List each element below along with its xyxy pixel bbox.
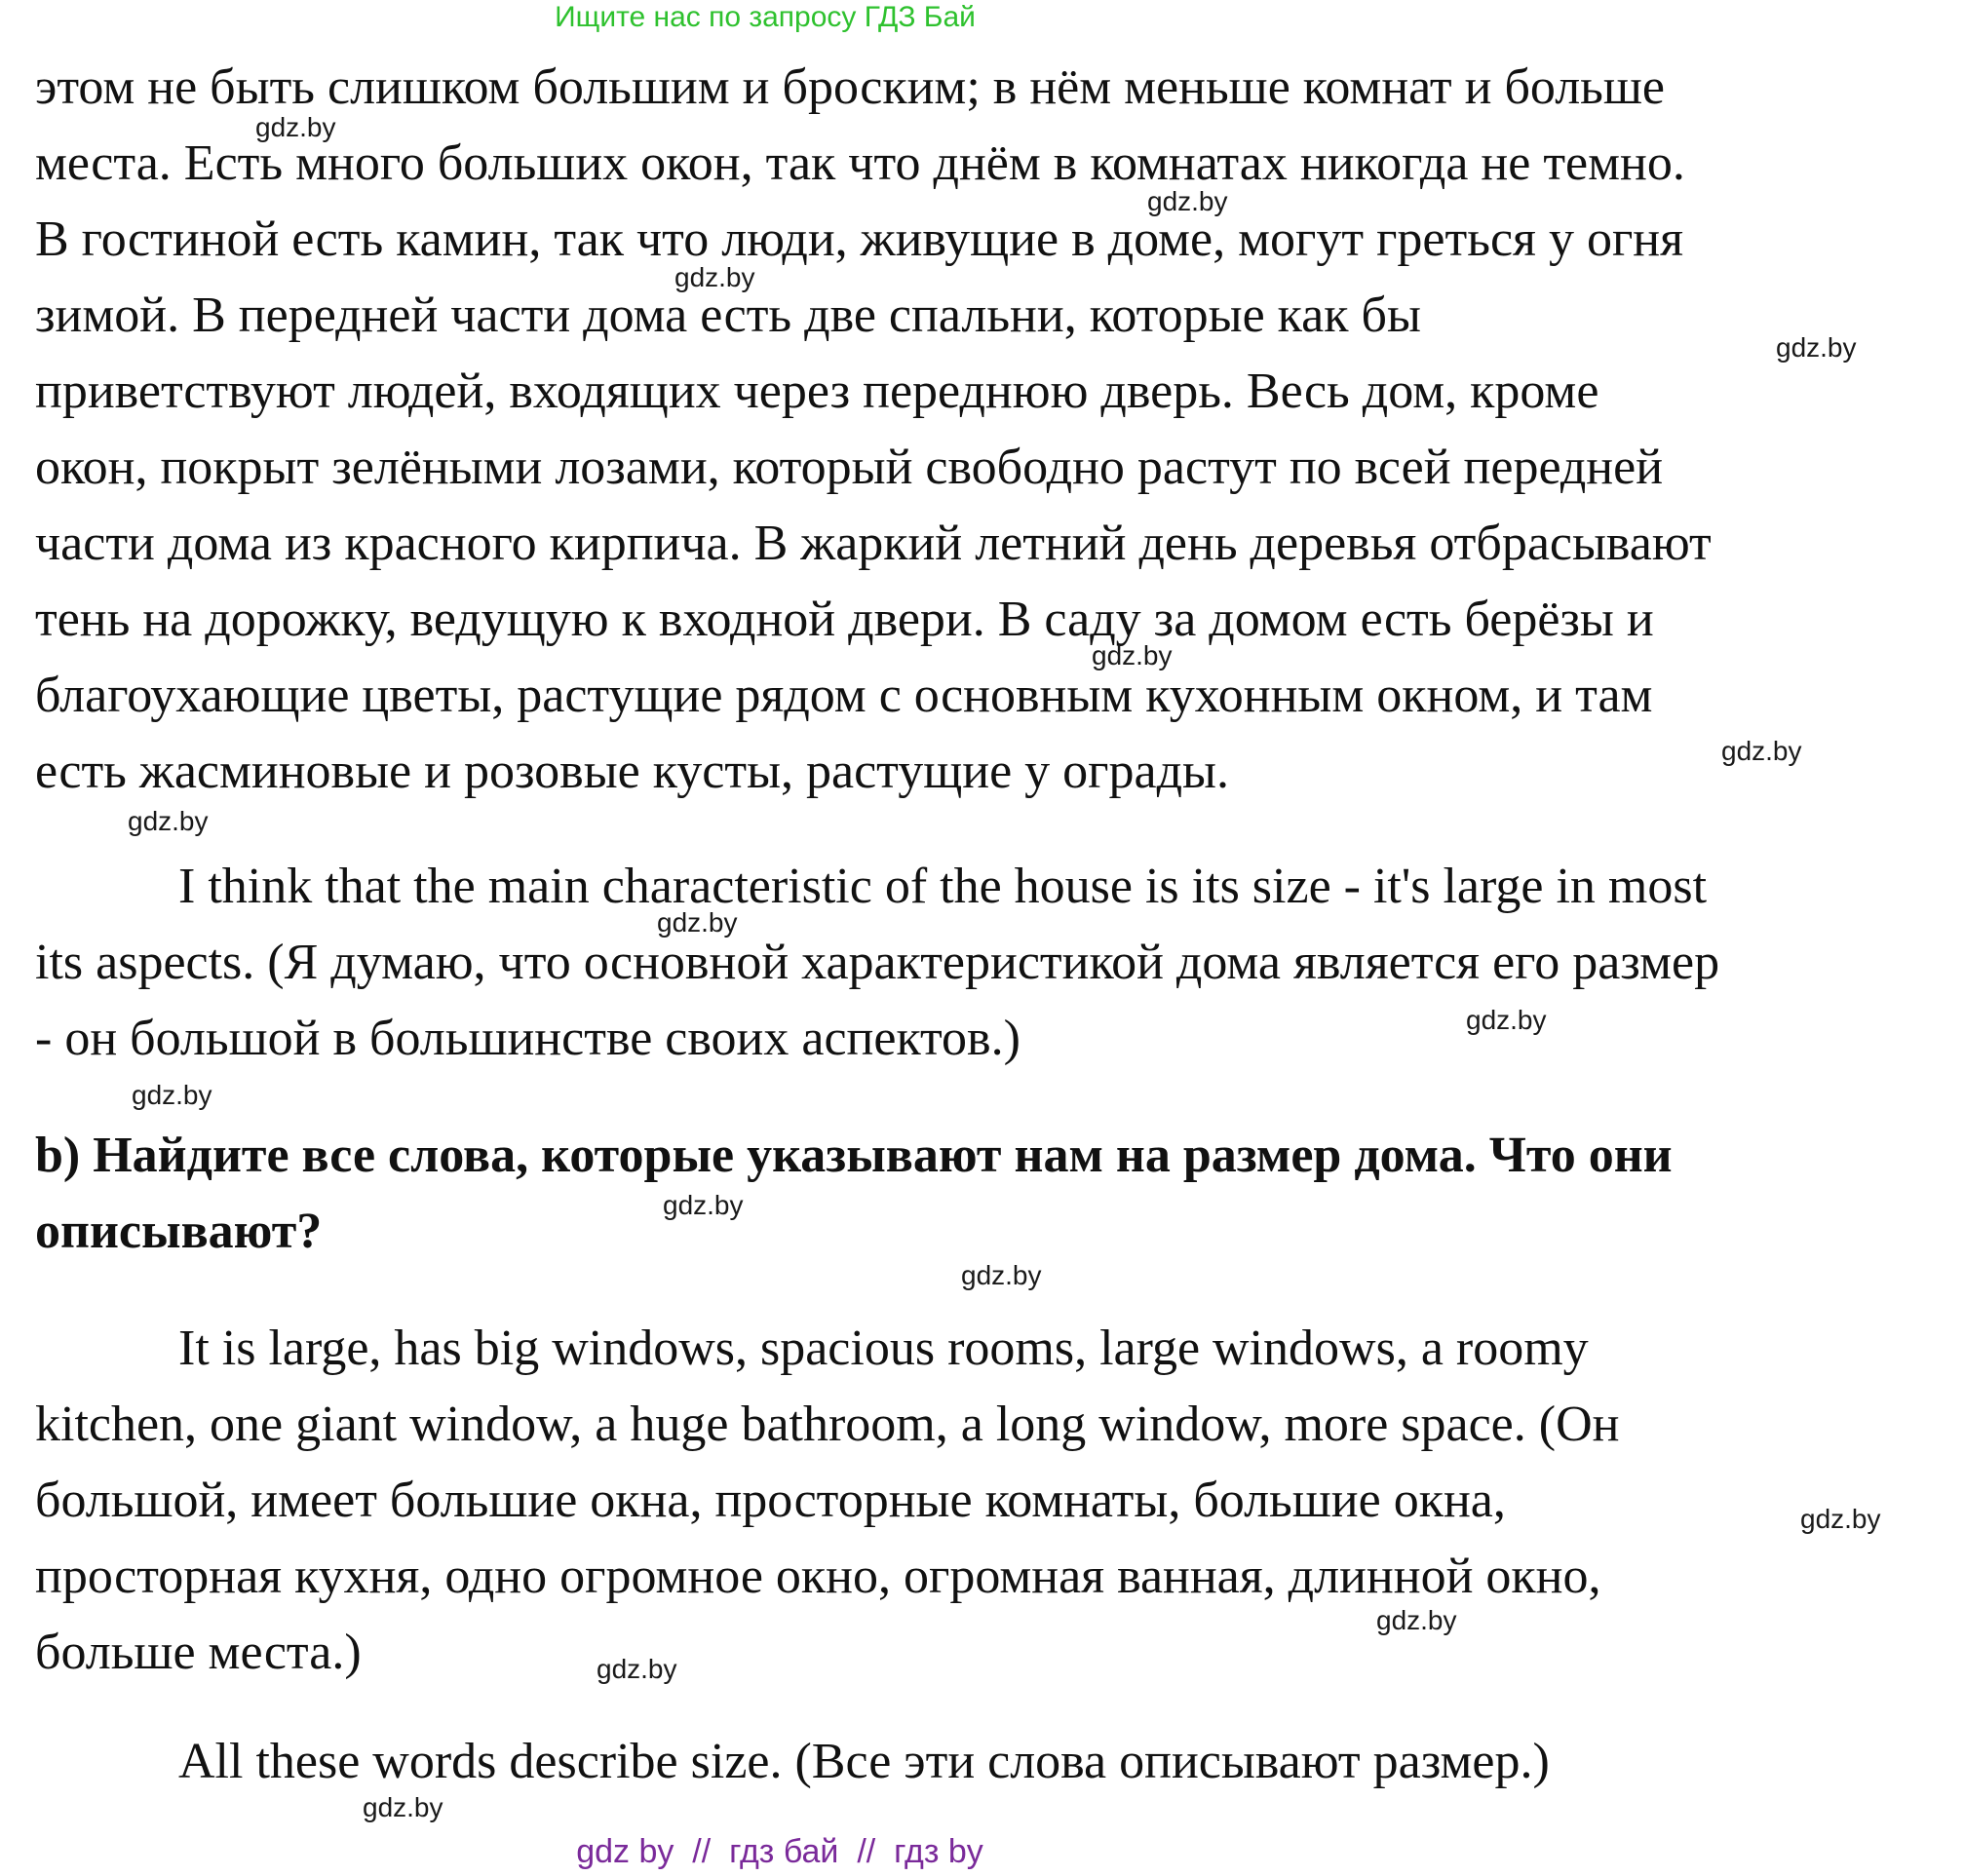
- watermark: gdz.by: [1092, 640, 1173, 670]
- text-line: В гостиной есть камин, так что люди, живущие в доме, могут греться у огня: [35, 211, 1684, 267]
- watermark: gdz.by: [363, 1792, 443, 1822]
- watermark: gdz.by: [597, 1654, 677, 1684]
- text-line: благоухающие цветы, растущие рядом с основным кухонным окном, и там: [35, 668, 1653, 723]
- text-line: просторная кухня, одно огромное окно, огромная ванная, длинной окно,: [35, 1549, 1601, 1604]
- text-line: окон, покрыт зелёными лозами, который свободно растут по всей передней: [35, 440, 1664, 495]
- question-heading: b) Найдите все слова, которые указывают нам на размер дома. Что они: [35, 1128, 1673, 1183]
- text-line: приветствуют людей, входящих через переднюю дверь. Весь дом, кроме: [35, 364, 1599, 419]
- watermark: gdz.by: [1721, 736, 1802, 766]
- watermark: gdz.by: [132, 1080, 212, 1110]
- question-heading: описывают?: [35, 1204, 323, 1259]
- watermark: gdz.by: [1376, 1605, 1457, 1635]
- text-line: зимой. В передней части дома есть две спальни, которые как бы: [35, 287, 1421, 343]
- text-line: I think that the main characteristic of the house is its size - it's large in most: [178, 859, 1708, 914]
- text-line: есть жасминовые и розовые кусты, растущие у ограды.: [35, 744, 1229, 799]
- text-line: больше места.): [35, 1625, 362, 1680]
- text-line: its aspects. (Я думаю, что основной характеристикой дома является его размер: [35, 935, 1720, 990]
- footer-links: gdz by // гдз бай // гдз by: [576, 1833, 983, 1870]
- watermark: gdz.by: [1466, 1005, 1547, 1035]
- watermark: gdz.by: [1800, 1504, 1881, 1534]
- watermark: gdz.by: [674, 262, 755, 292]
- search-hint-header: Ищите нас по запросу ГДЗ Бай: [555, 1, 976, 33]
- text-line: kitchen, one giant window, a huge bathroom, a long window, more space. (Он: [35, 1397, 1620, 1452]
- text-line: части дома из красного кирпича. В жаркий летний день деревья отбрасывают: [35, 516, 1712, 571]
- text-line: большой, имеет большие окна, просторные комнаты, большие окна,: [35, 1473, 1506, 1528]
- watermark: gdz.by: [961, 1260, 1042, 1290]
- text-line: этом не быть слишком большим и броским; в нём меньше комнат и больше: [35, 59, 1665, 115]
- text-line: - он большой в большинстве своих аспектов.): [35, 1011, 1021, 1066]
- text-line: тень на дорожку, ведущую к входной двери. В саду за домом есть берёзы и: [35, 592, 1654, 647]
- watermark: gdz.by: [1776, 332, 1857, 363]
- text-line: It is large, has big windows, spacious rooms, large windows, a roomy: [178, 1321, 1589, 1376]
- watermark: gdz.by: [1147, 186, 1228, 216]
- watermark: gdz.by: [663, 1190, 744, 1220]
- text-line: места. Есть много больших окон, так что днём в комнатах никогда не темно.: [35, 135, 1685, 191]
- text-line: All these words describe size. (Все эти слова описывают размер.): [178, 1734, 1550, 1789]
- watermark: gdz.by: [657, 907, 738, 938]
- watermark: gdz.by: [255, 112, 336, 142]
- watermark: gdz.by: [128, 806, 209, 836]
